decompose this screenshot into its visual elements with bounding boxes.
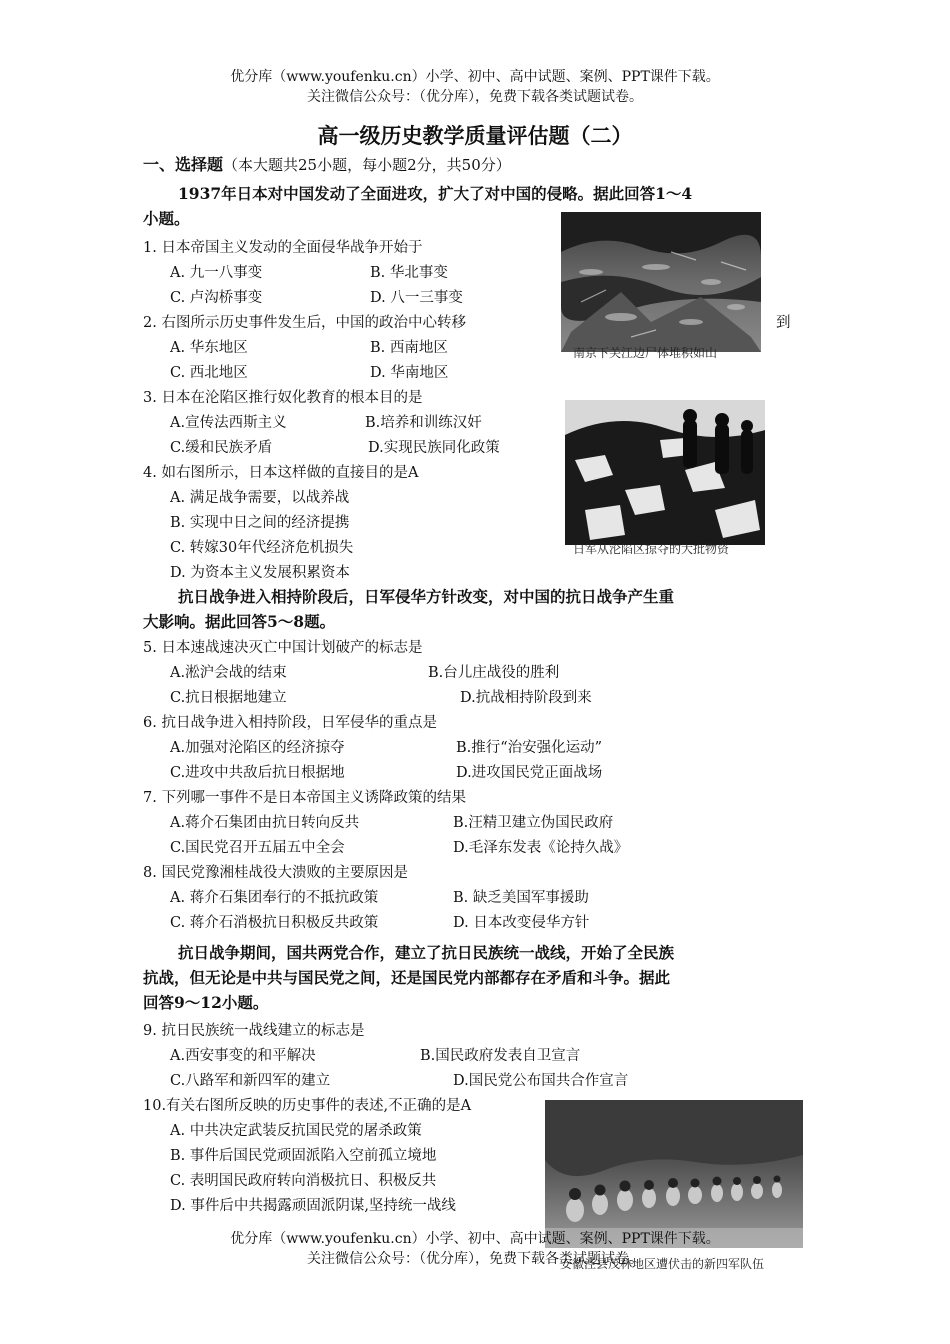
intro-2-line-2: 大影响。据此回答5～8题。 xyxy=(143,612,336,631)
photo-new-fourth-army xyxy=(545,1100,803,1248)
question-3-option-c: C.缓和民族矛盾 xyxy=(170,440,273,456)
photo-nanjing xyxy=(561,212,761,352)
intro-1-line-2: 小题。 xyxy=(143,209,190,228)
question-5-option-d: D.抗战相持阶段到来 xyxy=(460,690,592,706)
question-2-option-d: D. 华南地区 xyxy=(370,365,449,381)
question-3-stem: 3. 日本在沦陷区推行奴化教育的根本目的是 xyxy=(143,390,423,406)
question-2-stem-tail: 到 xyxy=(776,315,791,331)
question-5-option-a: A.淞沪会战的结束 xyxy=(170,665,287,681)
question-7-stem: 7. 下列哪一事件不是日本帝国主义诱降政策的结果 xyxy=(143,790,466,806)
question-2-option-b: B. 西南地区 xyxy=(370,340,448,356)
question-6-option-b: B.推行“治安强化运动” xyxy=(456,740,603,756)
question-9-option-b: B.国民政府发表自卫宣言 xyxy=(420,1048,581,1064)
header-line-1: 优分库（www.youfenku.cn）小学、初中、高中试题、案例、PPT课件下载。 xyxy=(230,69,720,85)
question-1-stem: 1. 日本帝国主义发动的全面侵华战争开始于 xyxy=(143,240,423,256)
footer-line-1: 优分库（www.youfenku.cn）小学、初中、高中试题、案例、PPT课件下载。 xyxy=(230,1231,720,1247)
question-6-stem: 6. 抗日战争进入相持阶段，日军侵华的重点是 xyxy=(143,715,437,731)
question-10-option-a: A. 中共决定武装反抗国民党的屠杀政策 xyxy=(170,1123,422,1139)
question-10-stem: 10.有关右图所反映的历史事件的表述,不正确的是A xyxy=(143,1098,472,1114)
question-4-option-d: D. 为资本主义发展积累资本 xyxy=(170,565,350,581)
page-title: 高一级历史教学质量评估题（二） xyxy=(317,123,633,148)
intro-2-line-1: 抗日战争进入相持阶段后，日军侵华方针改变，对中国的抗日战争产生重 xyxy=(178,587,675,606)
question-2-stem: 2. 右图所示历史事件发生后，中国的政治中心转移 xyxy=(143,315,466,331)
question-5-stem: 5. 日本速战速决灭亡中国计划破产的标志是 xyxy=(143,640,423,656)
question-9-stem: 9. 抗日民族统一战线建立的标志是 xyxy=(143,1023,365,1039)
question-10-option-d: D. 事件后中共揭露顽固派阴谋,坚持统一战线 xyxy=(170,1198,456,1214)
question-8-option-a: A. 蒋介石集团奉行的不抵抗政策 xyxy=(170,890,379,906)
question-2-option-c: C. 西北地区 xyxy=(170,365,248,381)
question-1-option-d: D. 八一三事变 xyxy=(370,290,463,306)
photo-plunder xyxy=(565,400,765,545)
question-1-option-b: B. 华北事变 xyxy=(370,265,448,281)
question-4-option-a: A. 满足战争需要，以战养战 xyxy=(170,490,350,506)
question-9-option-c: C.八路军和新四军的建立 xyxy=(170,1073,331,1089)
intro-1-line-1: 1937年日本对中国发动了全面进攻，扩大了对中国的侵略。据此回答1～4 xyxy=(178,184,693,203)
question-3-option-b: B.培养和训练汉奸 xyxy=(365,415,482,431)
question-10-option-b: B. 事件后国民党顽固派陷入空前孤立境地 xyxy=(170,1148,437,1164)
section-note: （本大题共25小题，每小题2分，共50分） xyxy=(223,156,511,174)
question-7-option-c: C.国民党召开五届五中全会 xyxy=(170,840,345,856)
intro-3-line-2: 抗战，但无论是中共与国民党之间，还是国民党内部都存在矛盾和斗争。据此 xyxy=(143,968,671,987)
question-7-option-d: D.毛泽东发表《论持久战》 xyxy=(453,840,629,856)
question-10-option-c: C. 表明国民政府转向消极抗日、积极反共 xyxy=(170,1173,437,1189)
header-line-2: 关注微信公众号：（优分库），免费下载各类试题试卷。 xyxy=(307,89,643,105)
question-5-option-c: C.抗日根据地建立 xyxy=(170,690,287,706)
question-4-option-c: C. 转嫁30年代经济危机损失 xyxy=(170,540,354,556)
intro-3-line-3: 回答9～12小题。 xyxy=(143,993,269,1012)
question-6-option-d: D.进攻国民党正面战场 xyxy=(456,765,603,781)
question-1-option-a: A. 九一八事变 xyxy=(170,265,263,281)
question-3-option-d: D.实现民族同化政策 xyxy=(368,440,500,456)
question-3-option-a: A.宣传法西斯主义 xyxy=(170,415,287,431)
question-8-stem: 8. 国民党豫湘桂战役大溃败的主要原因是 xyxy=(143,865,408,881)
footer-line-2: 关注微信公众号：（优分库），免费下载各类试题试卷。 xyxy=(307,1251,643,1267)
question-8-option-c: C. 蒋介石消极抗日积极反共政策 xyxy=(170,915,379,931)
question-4-option-b: B. 实现中日之间的经济提携 xyxy=(170,515,350,531)
photo-new-fourth-army-caption: 安徽泾县茂林地区遭伏击的新四军队伍 xyxy=(560,1257,765,1271)
question-5-option-b: B.台儿庄战役的胜利 xyxy=(428,665,560,681)
question-7-option-a: A.蒋介石集团由抗日转向反共 xyxy=(170,815,360,831)
question-9-option-a: A.西安事变的和平解决 xyxy=(170,1048,316,1064)
question-8-option-d: D. 日本改变侵华方针 xyxy=(453,915,590,931)
question-7-option-b: B.汪精卫建立伪国民政府 xyxy=(453,815,614,831)
question-8-option-b: B. 缺乏美国军事援助 xyxy=(453,890,589,906)
photo-plunder-caption: 日军从沦陷区掠夺的大批物资 xyxy=(573,542,730,556)
question-6-option-c: C.进攻中共敌后抗日根据地 xyxy=(170,765,345,781)
question-1-option-c: C. 卢沟桥事变 xyxy=(170,290,263,306)
question-2-option-a: A. 华东地区 xyxy=(170,340,248,356)
question-4-stem: 4. 如右图所示，日本这样做的直接目的是A xyxy=(143,465,419,481)
section-label: 一、选择题 xyxy=(143,155,224,174)
question-9-option-d: D.国民党公布国共合作宣言 xyxy=(453,1073,629,1089)
question-6-option-a: A.加强对沦陷区的经济掠夺 xyxy=(170,740,345,756)
intro-3-line-1: 抗日战争期间，国共两党合作，建立了抗日民族统一战线，开始了全民族 xyxy=(178,943,675,962)
photo-nanjing-caption: 南京下关江边尸体堆积如山 xyxy=(573,346,718,360)
section-heading xyxy=(143,152,511,175)
